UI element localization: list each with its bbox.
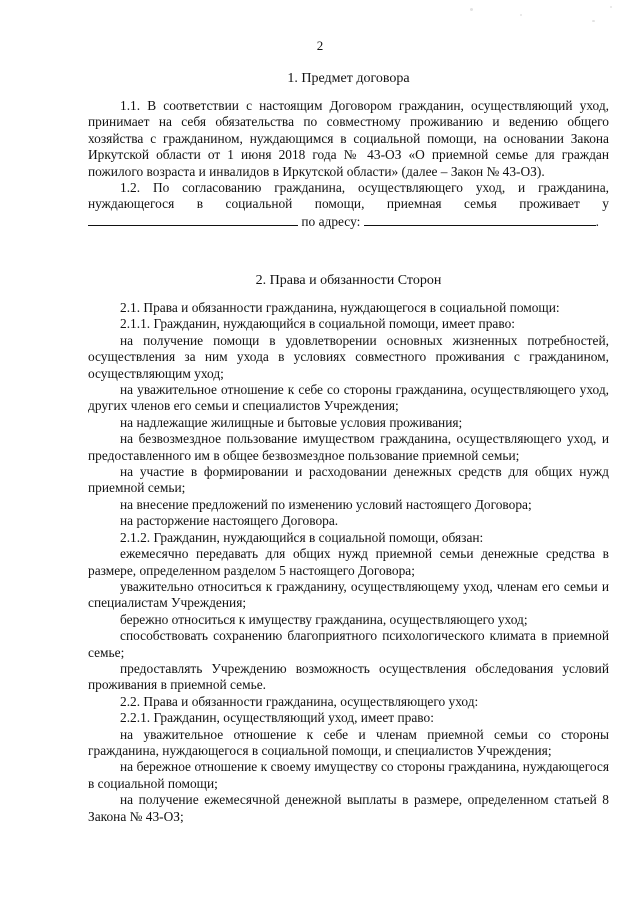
paragraph-1-2 <box>88 180 609 230</box>
clause-line: на уважительное отношение к себе со стороны гражданина, осуществляющего уход, других членов его семьи и специалистов Учреждения; <box>88 382 609 414</box>
clause-line: 2.2. Права и обязанности гражданина, осуществляющего уход: <box>120 693 479 709</box>
clause-line: уважительно относиться к гражданину, осуществляющему уход, членам его семьи и специалистам Учреждения; <box>88 578 609 611</box>
clause-line: на безвозмездное пользование имуществом гражданина, осуществляющего уход, и предоставленного им в общее безвозмездное пользование приемной семьи; <box>88 431 609 463</box>
clause-line: на расторжение настоящего Договора. <box>120 513 339 529</box>
paragraph-1-2-mid: по адресу: <box>301 213 361 229</box>
scan-speck <box>520 14 522 16</box>
section-1-title: 1. Предмет договора <box>287 71 410 86</box>
clause-line: ежемесячно передавать для общих нужд приемной семьи денежные средства в размере, определенном разделом 5 настоящего Договора; <box>88 546 609 578</box>
clause-line: 2.1. Права и обязанности гражданина, нуждающегося в социальной помощи: <box>120 300 560 315</box>
clause-line: на получение ежемесячной денежной выплаты в размере, определенном статьей 8 Закона № 43-ОЗ; <box>88 792 609 824</box>
clause-line: на бережное отношение к своему имуществу со стороны гражданина, нуждающегося в социальной помощи; <box>88 759 609 791</box>
paragraph-1-2-end: . <box>595 213 600 229</box>
clause-line: 2.1.2. Гражданин, нуждающийся в социальной помощи, обязан: <box>120 529 484 545</box>
scan-speck <box>592 20 595 22</box>
clause-line: 2.2.1. Гражданин, осуществляющий уход, имеет право: <box>120 710 434 726</box>
clause-line: на получение помощи в удовлетворении основных жизненных потребностей, осуществления за ним ухода в условиях совместного проживания с гражданином, осуществляющим уход; <box>88 332 609 381</box>
section-subject <box>88 70 609 230</box>
section-2-title: 2. Права и обязанности Сторон <box>255 273 442 288</box>
page-number: 2 <box>316 38 324 53</box>
address-blank-field <box>364 213 596 226</box>
clause-line: бережно относиться к имуществу гражданина, осуществляющего уход; <box>120 611 528 627</box>
paragraph-1-1: 1.1. В соответствии с настоящим Договором гражданин, осуществляющий уход, принимает на себя обязательства по совместному проживанию и ведению общего хозяйства с гражданином, нуждающимся в социальной помощи, на основании Закона Иркутской области от 1 июня 2018 года № 43-ОЗ «О приемной семье для граждан пожилого возраста и инвалидов в Иркутской области» (далее – Закон № 43-ОЗ). <box>88 98 609 179</box>
scan-speck <box>470 8 473 11</box>
clause-line: 2.1.1. Гражданин, нуждающийся в социальной помощи, имеет право: <box>120 316 515 332</box>
clause-line: на участие в формировании и расходовании денежных средств для общих нужд приемной семьи; <box>88 464 609 496</box>
clause-line: на уважительное отношение к себе и членам приемной семьи со стороны гражданина, нуждающегося в социальной помощи, и специалистов Учреждения; <box>88 726 609 758</box>
clause-line: на надлежащие жилищные и бытовые условия проживания; <box>120 414 463 430</box>
section-rights <box>88 272 609 825</box>
paragraph-1-2-start: 1.2. По согласованию гражданина, осуществляющего уход, и гражданина, нуждающегося в социальной помощи, приемная семья проживает у <box>88 180 609 212</box>
clause-line: на внесение предложений по изменению условий настоящего Договора; <box>120 496 532 512</box>
clause-line: способствовать сохранению благоприятного психологического климата в приемной семье; <box>88 628 609 660</box>
scan-speck <box>610 6 612 8</box>
blank-field <box>88 213 298 226</box>
clause-line: предоставлять Учреждению возможность осуществления обследования условий проживания в приемной семье. <box>88 660 609 693</box>
